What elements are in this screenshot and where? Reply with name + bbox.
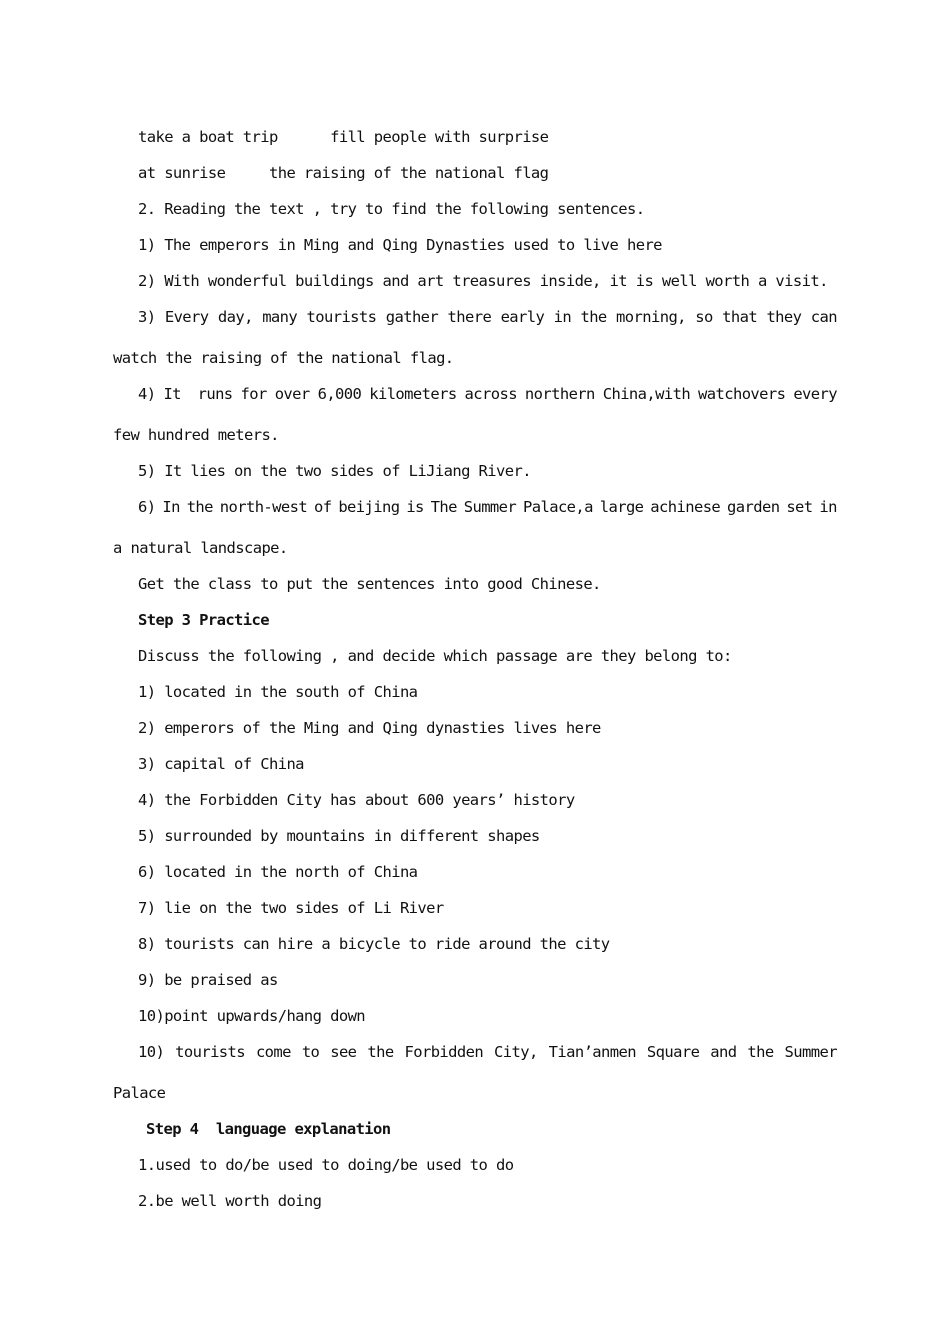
word: achinese: [650, 498, 721, 516]
word: across: [464, 385, 517, 403]
word: Every: [164, 308, 209, 326]
list-item: 10)point upwards/hang down: [138, 1007, 366, 1025]
section-heading: Step 3 Practice: [138, 611, 269, 629]
word: tourists: [306, 308, 377, 326]
text-line: few hundred meters.: [113, 426, 279, 444]
section-heading: Step 4 language explanation: [146, 1120, 391, 1138]
word: of: [313, 498, 332, 516]
word: so: [695, 308, 713, 326]
text-line: a natural landscape.: [113, 539, 288, 557]
word: northern: [524, 385, 595, 403]
word: watchovers: [698, 385, 786, 403]
word: over: [274, 385, 310, 403]
list-item: 2) emperors of the Ming and Qing dynasties lives here: [138, 719, 601, 737]
word: large: [599, 498, 644, 516]
list-item: 6) located in the north of China: [138, 863, 418, 881]
list-item: 4) the Forbidden City has about 600 years’ history: [138, 791, 575, 809]
word: kilometers: [369, 385, 457, 403]
word: that: [722, 308, 758, 326]
word: come: [255, 1043, 291, 1061]
list-item: 7) lie on the two sides of Li River: [138, 899, 444, 917]
text-line: Palace: [113, 1084, 166, 1102]
word: Summer: [463, 498, 517, 516]
text-line: 1) The emperors in Ming and Qing Dynasties used to live here: [138, 236, 662, 254]
word: runs: [197, 385, 233, 403]
word: see: [330, 1043, 357, 1061]
word: 10): [138, 1043, 165, 1061]
word: gather: [385, 308, 439, 326]
word: every: [793, 385, 837, 403]
word: is: [406, 498, 424, 516]
text-line: Get the class to put the sentences into good Chinese.: [138, 575, 601, 593]
list-item: 8) tourists can hire a bicycle to ride around the city: [138, 935, 610, 953]
word: Square: [646, 1043, 700, 1061]
word: early: [500, 308, 545, 326]
word: City,: [494, 1043, 538, 1061]
word: Palace,a: [523, 498, 593, 516]
text-line: 5) It lies on the two sides of LiJiang River.: [138, 462, 531, 480]
word: the: [186, 498, 213, 516]
justified-line: [138, 307, 837, 327]
word: the: [367, 1043, 394, 1061]
list-item: 1) located in the south of China: [138, 683, 418, 701]
word: The: [430, 498, 457, 516]
list-item: 9) be praised as: [138, 971, 278, 989]
text-line: take a boat trip fill people with surprise: [138, 128, 549, 146]
word: day,: [217, 308, 253, 326]
list-item: 5) surrounded by mountains in different shapes: [138, 827, 540, 845]
word: many: [262, 308, 298, 326]
justified-line: [138, 1042, 837, 1062]
word: tourists: [175, 1043, 245, 1061]
word: morning,: [616, 308, 686, 326]
text-line: 2) With wonderful buildings and art treasures inside, it is well worth a visit.: [138, 272, 828, 290]
word: there: [447, 308, 492, 326]
word: for: [240, 385, 267, 403]
word: the: [580, 308, 607, 326]
word: in: [553, 308, 572, 326]
text-line: at sunrise the raising of the national flag: [138, 164, 549, 182]
word: in: [819, 498, 837, 516]
word: north-west: [219, 498, 308, 516]
justified-line: [138, 384, 837, 404]
word: to: [301, 1043, 320, 1061]
list-item: 3) capital of China: [138, 755, 304, 773]
word: beijing: [338, 498, 400, 516]
text-line: watch the raising of the national flag.: [113, 349, 454, 367]
word: Summer: [784, 1043, 837, 1061]
word: 6): [138, 498, 156, 516]
word: 3): [138, 308, 156, 326]
word: Forbidden: [404, 1043, 484, 1061]
word: 4): [138, 385, 156, 403]
word: they: [766, 308, 802, 326]
list-item: 1.used to do/be used to doing/be used to do: [138, 1156, 514, 1174]
list-item: 2.be well worth doing: [138, 1192, 322, 1210]
word: can: [810, 308, 837, 326]
justified-line: [138, 497, 837, 517]
word: China,with: [602, 385, 691, 403]
word: and: [710, 1043, 737, 1061]
word: Tian’anmen: [548, 1043, 636, 1061]
word: set: [786, 498, 813, 516]
word: In: [162, 498, 180, 516]
word: the: [747, 1043, 774, 1061]
word: It: [163, 385, 190, 403]
text-line: 2. Reading the text , try to find the following sentences.: [138, 200, 645, 218]
text-line: Discuss the following , and decide which passage are they belong to:: [138, 647, 732, 665]
word: 6,000: [317, 385, 362, 403]
word: garden: [727, 498, 780, 516]
